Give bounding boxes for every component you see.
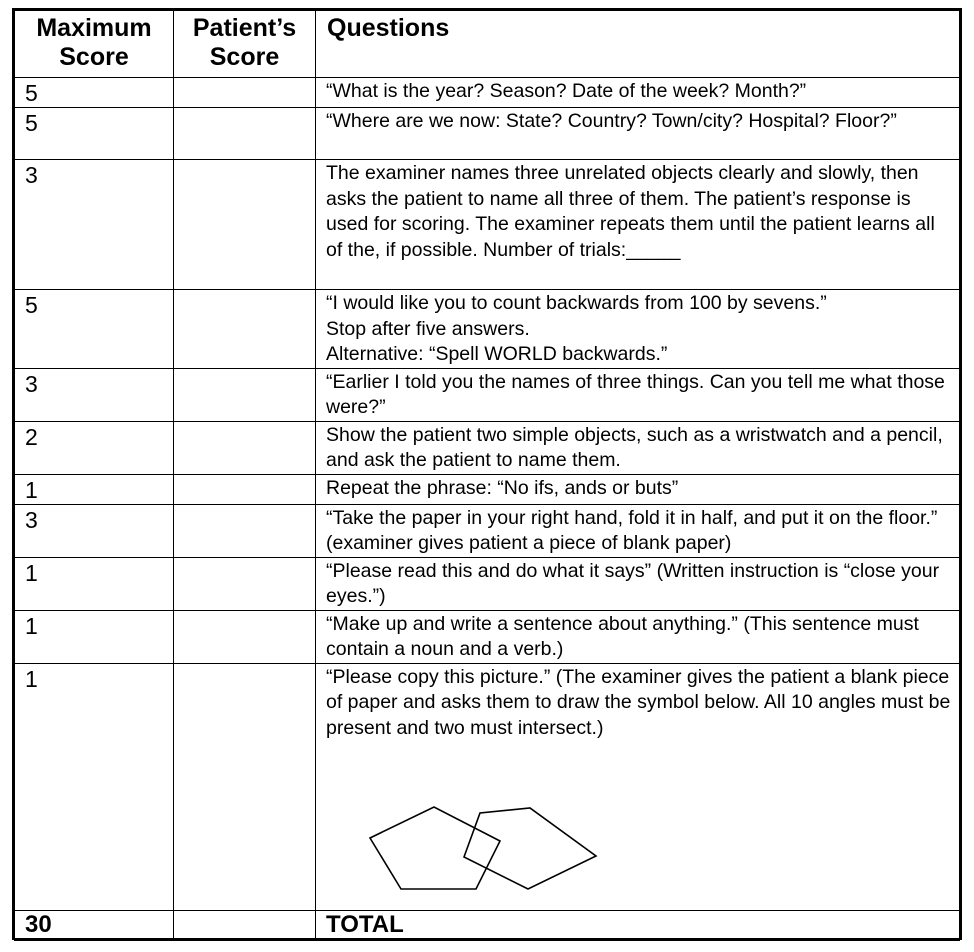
patient-score-cell[interactable] <box>174 78 316 108</box>
patient-score-cell[interactable] <box>174 557 316 610</box>
question-cell: “Take the paper in your right hand, fold it in half, and put it on the floor.” (examiner gives patient a piece of blank paper) <box>316 504 960 557</box>
question-cell: Repeat the phrase: “No ifs, ands or buts” <box>316 474 960 504</box>
max-score-cell: 5 <box>15 78 174 108</box>
table-row <box>15 78 960 108</box>
question-cell: “Please read this and do what it says” (Written instruction is “close your eyes.”) <box>316 557 960 610</box>
question-cell: “I would like you to count backwards from 100 by sevens.” Stop after five answers. Alternative: “Spell WORLD backwards.” <box>316 290 960 369</box>
question-cell: “Where are we now: State? Country? Town/city? Hospital? Floor?” <box>316 108 960 160</box>
patient-score-cell[interactable] <box>174 368 316 421</box>
table-row <box>15 557 960 610</box>
questions-header: Questions <box>316 11 960 78</box>
max-score-cell: 1 <box>15 663 174 910</box>
table-row <box>15 474 960 504</box>
right-pentagon <box>464 808 596 889</box>
total-row <box>15 910 960 940</box>
max-score-cell: 3 <box>15 504 174 557</box>
patient-score-cell[interactable] <box>174 290 316 369</box>
intersecting-pentagons-icon <box>368 801 608 893</box>
question-cell: “Make up and write a sentence about anything.” (This sentence must contain a noun and a verb.) <box>316 610 960 663</box>
max-score-cell: 5 <box>15 108 174 160</box>
table-row <box>15 160 960 290</box>
patient-score-cell[interactable] <box>174 160 316 290</box>
question-text: “Please copy this picture.” (The examiner gives the patient a blank piece of paper and asks them to draw the symbol below. All 10 angles must be present and two must intersect.) <box>326 665 951 739</box>
total-patient-score[interactable] <box>174 910 316 940</box>
question-cell: “Earlier I told you the names of three things. Can you tell me what those were?” <box>316 368 960 421</box>
patient-score-cell[interactable] <box>174 610 316 663</box>
question-cell-with-figure <box>316 663 960 910</box>
max-score-cell: 3 <box>15 160 174 290</box>
patient-score-cell[interactable] <box>174 108 316 160</box>
table-row <box>15 504 960 557</box>
question-cell: The examiner names three unrelated objects clearly and slowly, then asks the patient to name all three of them. The patient’s response is used for scoring. The examiner repeats them until the patient learns all of the, if possible. Number of trials:_____ <box>316 160 960 290</box>
max-score-cell: 2 <box>15 421 174 474</box>
left-pentagon <box>370 807 500 889</box>
total-label: TOTAL <box>316 910 960 940</box>
max-score-cell: 1 <box>15 474 174 504</box>
score-table <box>14 10 960 941</box>
table-row <box>15 368 960 421</box>
patient-score-cell[interactable] <box>174 421 316 474</box>
table-row <box>15 663 960 910</box>
table-row <box>15 421 960 474</box>
patient-score-cell[interactable] <box>174 504 316 557</box>
question-cell: Show the patient two simple objects, such as a wristwatch and a pencil, and ask the patient to name them. <box>316 421 960 474</box>
max-score-cell: 1 <box>15 610 174 663</box>
assessment-sheet <box>12 8 962 940</box>
table-row <box>15 290 960 369</box>
patient-score-header: Patient’s Score <box>174 11 316 78</box>
max-score-cell: 3 <box>15 368 174 421</box>
question-cell: “What is the year? Season? Date of the week? Month?” <box>316 78 960 108</box>
total-max-score: 30 <box>15 910 174 940</box>
header-row <box>15 11 960 78</box>
max-score-header: Maximum Score <box>15 11 174 78</box>
max-score-cell: 1 <box>15 557 174 610</box>
max-score-cell: 5 <box>15 290 174 369</box>
patient-score-cell[interactable] <box>174 474 316 504</box>
table-row <box>15 108 960 160</box>
table-row <box>15 610 960 663</box>
patient-score-cell[interactable] <box>174 663 316 910</box>
